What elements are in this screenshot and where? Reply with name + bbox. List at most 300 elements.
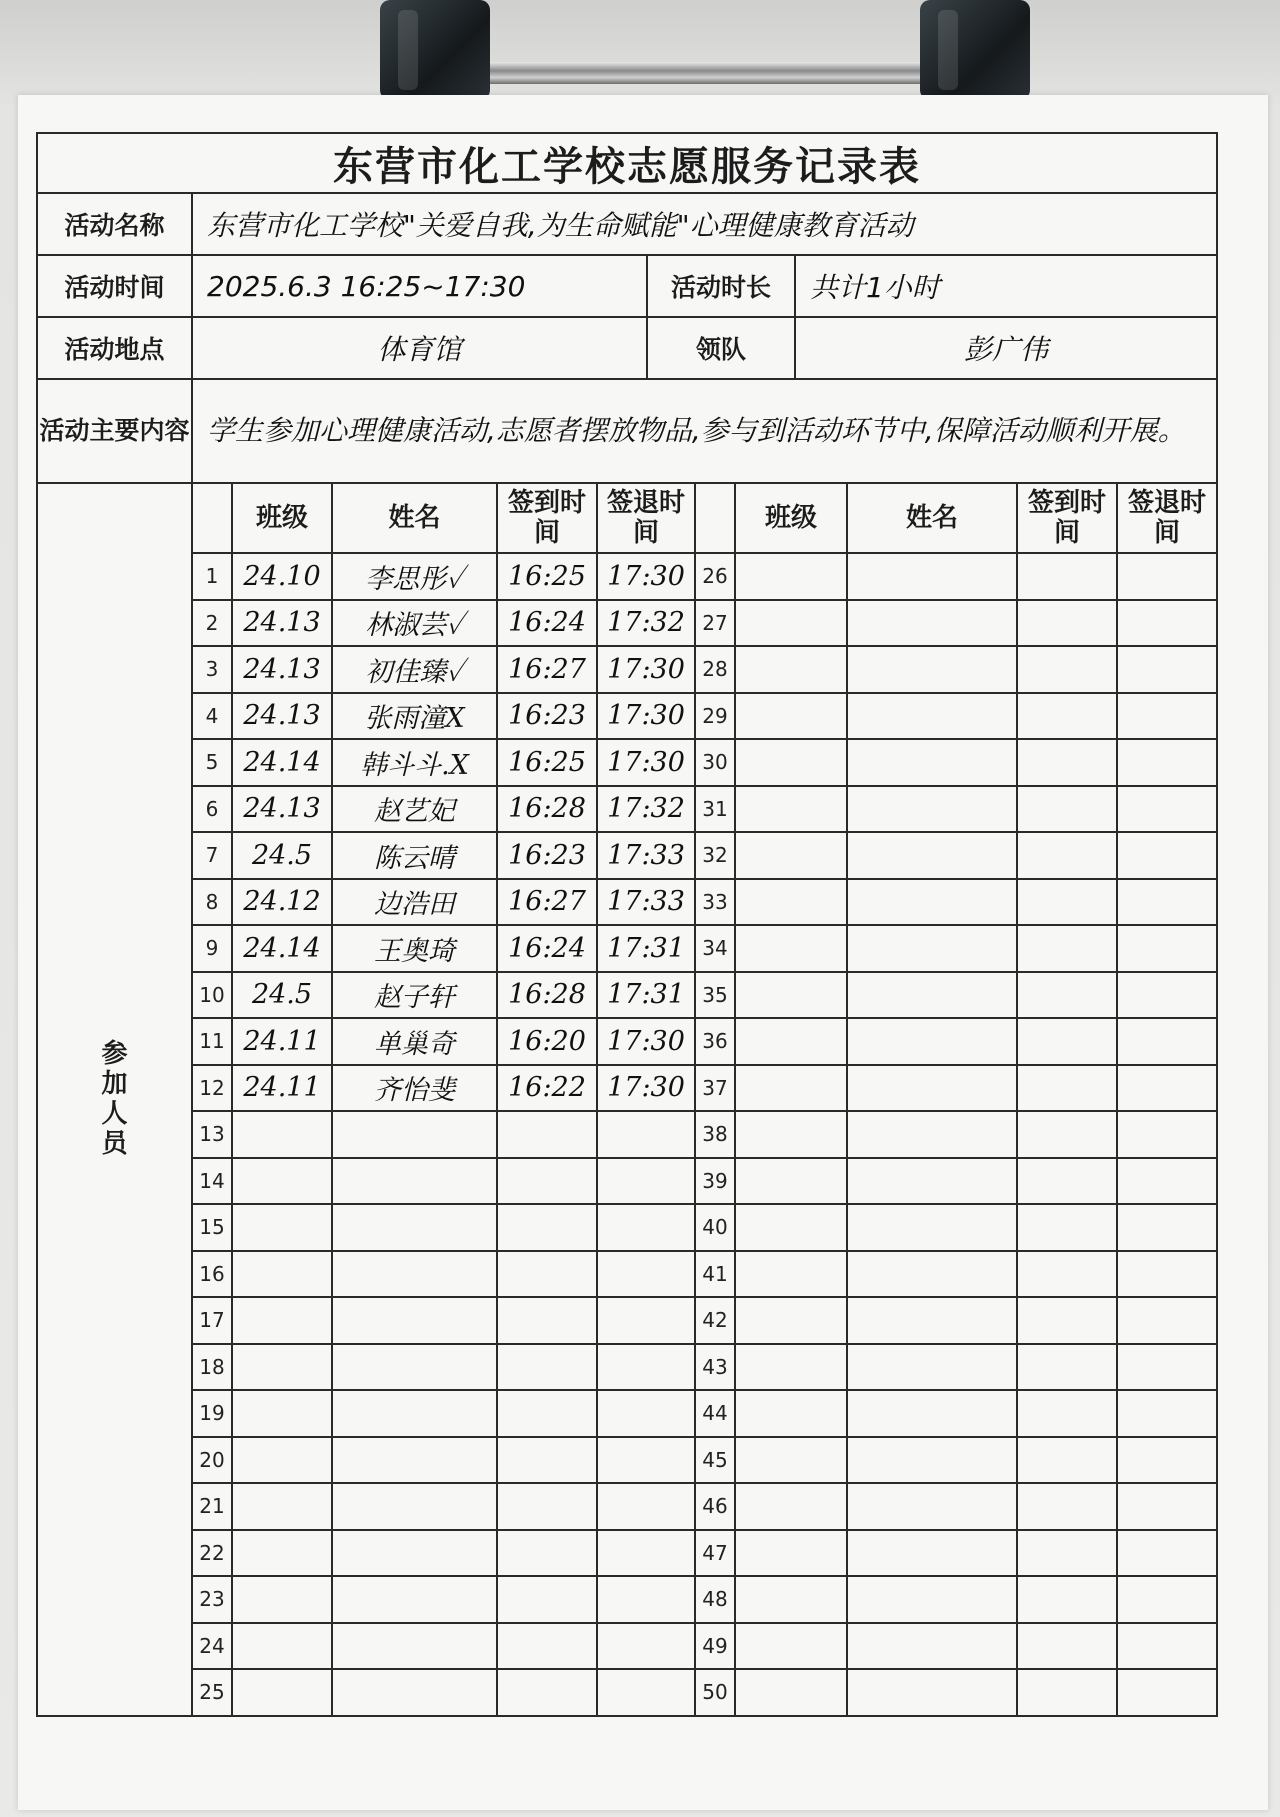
sign-out-cell: 17:30 [597, 646, 695, 693]
participants-header-row [37, 483, 1217, 553]
sign-in-cell [1017, 1530, 1117, 1577]
class-cell: 24.14 [232, 925, 332, 972]
sign-out-cell [1117, 1065, 1217, 1112]
header-sign-in-right: 签到时间 [1017, 483, 1117, 553]
sign-out-cell: 17:32 [597, 600, 695, 647]
name-cell [332, 1111, 497, 1158]
header-spacer-right [695, 483, 735, 553]
participants-label-char: 参 [101, 1039, 128, 1070]
sign-out-cell [597, 1483, 695, 1530]
label-activity-time: 活动时间 [37, 255, 192, 317]
sign-in-cell [1017, 1018, 1117, 1065]
table-row [37, 879, 1217, 926]
sign-in-cell [1017, 646, 1117, 693]
label-team-leader: 领队 [647, 317, 795, 379]
sign-out-cell [597, 1251, 695, 1298]
row-number: 18 [192, 1344, 232, 1391]
record-form [36, 132, 1216, 1772]
sign-in-cell: 16:20 [497, 1018, 597, 1065]
name-cell [332, 1623, 497, 1670]
row-number: 44 [695, 1390, 735, 1437]
sign-in-cell [497, 1158, 597, 1205]
name-cell [332, 1530, 497, 1577]
sign-in-cell [1017, 786, 1117, 833]
name-cell [332, 1204, 497, 1251]
class-cell [735, 1297, 847, 1344]
table-row [37, 1669, 1217, 1716]
row-number: 46 [695, 1483, 735, 1530]
name-cell [332, 1390, 497, 1437]
class-cell [735, 739, 847, 786]
sign-out-cell [1117, 646, 1217, 693]
table-row [37, 832, 1217, 879]
sign-in-cell [497, 1623, 597, 1670]
sign-in-cell: 16:23 [497, 832, 597, 879]
form-header-table [36, 132, 1218, 484]
clip-cap-left [380, 0, 490, 100]
row-number: 17 [192, 1297, 232, 1344]
table-row [37, 1483, 1217, 1530]
class-cell [735, 1437, 847, 1484]
sign-in-cell [1017, 600, 1117, 647]
name-cell: 林淑芸✓ [332, 600, 497, 647]
sign-out-cell [1117, 832, 1217, 879]
row-number: 6 [192, 786, 232, 833]
name-cell [847, 739, 1017, 786]
sign-in-cell [1017, 1158, 1117, 1205]
label-activity-name: 活动名称 [37, 193, 192, 255]
name-cell: 边浩田 [332, 879, 497, 926]
class-cell: 24.10 [232, 553, 332, 600]
sign-out-cell: 17:32 [597, 786, 695, 833]
class-cell [232, 1297, 332, 1344]
sign-out-cell [1117, 1576, 1217, 1623]
activity-time-value: 2025.6.3 16:25~17:30 [192, 255, 647, 317]
sign-in-cell: 16:23 [497, 693, 597, 740]
name-cell [332, 1251, 497, 1298]
name-cell [847, 1530, 1017, 1577]
sign-in-cell [1017, 1065, 1117, 1112]
sign-in-cell: 16:27 [497, 646, 597, 693]
sign-in-cell [1017, 1483, 1117, 1530]
row-number: 1 [192, 553, 232, 600]
sign-out-cell [597, 1669, 695, 1716]
table-row [37, 693, 1217, 740]
row-number: 32 [695, 832, 735, 879]
name-cell [332, 1297, 497, 1344]
name-cell [847, 1344, 1017, 1391]
class-cell [735, 1576, 847, 1623]
name-cell [847, 646, 1017, 693]
label-activity-content: 活动主要内容 [37, 379, 192, 483]
class-cell: 24.14 [232, 739, 332, 786]
name-cell: 韩斗斗.X [332, 739, 497, 786]
sign-in-cell [1017, 1344, 1117, 1391]
class-cell [232, 1437, 332, 1484]
row-number: 50 [695, 1669, 735, 1716]
row-number: 13 [192, 1111, 232, 1158]
name-cell [847, 925, 1017, 972]
table-row [37, 1111, 1217, 1158]
table-row [37, 1437, 1217, 1484]
row-number: 39 [695, 1158, 735, 1205]
table-row [37, 1390, 1217, 1437]
table-row [37, 1065, 1217, 1112]
row-number: 12 [192, 1065, 232, 1112]
sign-in-cell [497, 1297, 597, 1344]
row-number: 29 [695, 693, 735, 740]
class-cell [232, 1251, 332, 1298]
team-leader-value: 彭广伟 [795, 317, 1217, 379]
class-cell [735, 1530, 847, 1577]
name-cell [847, 1483, 1017, 1530]
row-number: 22 [192, 1530, 232, 1577]
name-cell [847, 1390, 1017, 1437]
name-cell [847, 786, 1017, 833]
table-row [37, 1530, 1217, 1577]
name-cell [332, 1483, 497, 1530]
sign-out-cell [1117, 1623, 1217, 1670]
row-number: 28 [695, 646, 735, 693]
sign-out-cell [1117, 739, 1217, 786]
table-row [37, 1297, 1217, 1344]
sign-out-cell: 17:30 [597, 1018, 695, 1065]
class-cell [735, 1390, 847, 1437]
class-cell [735, 925, 847, 972]
class-cell: 24.5 [232, 972, 332, 1019]
participants-label-char: 加 [101, 1069, 128, 1100]
class-cell [232, 1669, 332, 1716]
sign-out-cell [597, 1297, 695, 1344]
class-cell [735, 1483, 847, 1530]
name-cell [847, 1437, 1017, 1484]
row-number: 31 [695, 786, 735, 833]
sign-out-cell: 17:30 [597, 693, 695, 740]
name-cell [847, 693, 1017, 740]
class-cell [735, 1251, 847, 1298]
sign-in-cell: 16:28 [497, 972, 597, 1019]
name-cell [847, 1158, 1017, 1205]
name-cell [847, 1297, 1017, 1344]
name-cell [847, 832, 1017, 879]
sign-in-cell: 16:24 [497, 600, 597, 647]
row-number: 48 [695, 1576, 735, 1623]
participants-label-text [38, 1039, 191, 1159]
row-number: 37 [695, 1065, 735, 1112]
label-activity-place: 活动地点 [37, 317, 192, 379]
sign-out-cell: 17:30 [597, 553, 695, 600]
name-cell [332, 1158, 497, 1205]
class-cell [232, 1576, 332, 1623]
sign-in-cell [497, 1390, 597, 1437]
table-row [37, 646, 1217, 693]
class-cell [735, 646, 847, 693]
row-number: 3 [192, 646, 232, 693]
row-number: 19 [192, 1390, 232, 1437]
row-number: 15 [192, 1204, 232, 1251]
sign-in-cell [1017, 1576, 1117, 1623]
sign-out-cell [1117, 879, 1217, 926]
class-cell: 24.13 [232, 786, 332, 833]
header-spacer-left [192, 483, 232, 553]
class-cell [735, 1623, 847, 1670]
label-activity-duration: 活动时长 [647, 255, 795, 317]
name-cell [332, 1669, 497, 1716]
row-number: 35 [695, 972, 735, 1019]
class-cell [735, 600, 847, 647]
sign-out-cell [597, 1344, 695, 1391]
table-row [37, 1158, 1217, 1205]
sign-in-cell [497, 1204, 597, 1251]
name-cell [847, 879, 1017, 926]
sign-out-cell [1117, 1669, 1217, 1716]
name-cell [332, 1576, 497, 1623]
sign-out-cell [1117, 1204, 1217, 1251]
sign-in-cell: 16:27 [497, 879, 597, 926]
name-cell [847, 1065, 1017, 1112]
row-number: 21 [192, 1483, 232, 1530]
sign-in-cell [1017, 925, 1117, 972]
class-cell [735, 1018, 847, 1065]
class-cell [735, 1669, 847, 1716]
sign-out-cell [1117, 1344, 1217, 1391]
row-number: 5 [192, 739, 232, 786]
name-cell [847, 553, 1017, 600]
name-cell [847, 972, 1017, 1019]
sign-in-cell [497, 1530, 597, 1577]
class-cell: 24.13 [232, 646, 332, 693]
table-row [37, 1344, 1217, 1391]
class-cell: 24.13 [232, 600, 332, 647]
row-number: 20 [192, 1437, 232, 1484]
sign-out-cell [597, 1437, 695, 1484]
sign-out-cell [1117, 600, 1217, 647]
class-cell [232, 1390, 332, 1437]
clip-cap-right [920, 0, 1030, 100]
row-number: 24 [192, 1623, 232, 1670]
row-number: 49 [695, 1623, 735, 1670]
class-cell [232, 1158, 332, 1205]
table-row [37, 600, 1217, 647]
sign-out-cell [1117, 693, 1217, 740]
class-cell [735, 972, 847, 1019]
sign-in-cell [1017, 1251, 1117, 1298]
name-cell: 赵子轩 [332, 972, 497, 1019]
row-number: 9 [192, 925, 232, 972]
sign-out-cell [1117, 1390, 1217, 1437]
sign-out-cell [597, 1576, 695, 1623]
table-row [37, 925, 1217, 972]
row-number: 4 [192, 693, 232, 740]
row-number: 43 [695, 1344, 735, 1391]
class-cell [232, 1483, 332, 1530]
row-number: 30 [695, 739, 735, 786]
header-name-left: 姓名 [332, 483, 497, 553]
class-cell [232, 1204, 332, 1251]
header-class-left: 班级 [232, 483, 332, 553]
sign-out-cell: 17:30 [597, 1065, 695, 1112]
name-cell [847, 1111, 1017, 1158]
header-sign-out-right: 签退时间 [1117, 483, 1217, 553]
header-class-right: 班级 [735, 483, 847, 553]
sign-out-cell [597, 1204, 695, 1251]
class-cell [232, 1344, 332, 1391]
class-cell [735, 879, 847, 926]
sign-in-cell: 16:25 [497, 553, 597, 600]
sign-out-cell [1117, 1297, 1217, 1344]
sign-in-cell [1017, 1111, 1117, 1158]
sign-in-cell: 16:28 [497, 786, 597, 833]
row-number: 45 [695, 1437, 735, 1484]
sign-out-cell [1117, 925, 1217, 972]
row-number: 41 [695, 1251, 735, 1298]
name-cell [847, 1204, 1017, 1251]
table-row [37, 1623, 1217, 1670]
table-row [37, 1018, 1217, 1065]
sign-out-cell [1117, 1437, 1217, 1484]
row-number: 36 [695, 1018, 735, 1065]
sign-out-cell [597, 1111, 695, 1158]
sign-in-cell [497, 1669, 597, 1716]
sign-out-cell [1117, 553, 1217, 600]
row-number: 40 [695, 1204, 735, 1251]
name-cell [847, 1669, 1017, 1716]
participants-table [36, 482, 1218, 1717]
table-row [37, 1576, 1217, 1623]
sign-out-cell [1117, 786, 1217, 833]
table-row [37, 786, 1217, 833]
name-cell [847, 600, 1017, 647]
sign-out-cell [1117, 1251, 1217, 1298]
sign-in-cell [1017, 553, 1117, 600]
class-cell [735, 1204, 847, 1251]
class-cell [735, 1111, 847, 1158]
class-cell [735, 786, 847, 833]
sign-in-cell [1017, 1623, 1117, 1670]
name-cell [332, 1344, 497, 1391]
class-cell [735, 553, 847, 600]
sign-in-cell [497, 1576, 597, 1623]
class-cell: 24.11 [232, 1018, 332, 1065]
row-number: 2 [192, 600, 232, 647]
row-number: 16 [192, 1251, 232, 1298]
name-cell: 单巢奇 [332, 1018, 497, 1065]
name-cell: 李思彤✓ [332, 553, 497, 600]
activity-name-value: 东营市化工学校"关爱自我,为生命赋能"心理健康教育活动 [192, 193, 1217, 255]
name-cell: 初佳臻✓ [332, 646, 497, 693]
sign-in-cell [497, 1344, 597, 1391]
sign-in-cell [1017, 1437, 1117, 1484]
name-cell: 王奥琦 [332, 925, 497, 972]
sign-out-cell [597, 1158, 695, 1205]
table-row [37, 739, 1217, 786]
sign-in-cell [497, 1437, 597, 1484]
sign-in-cell [1017, 1297, 1117, 1344]
class-cell [232, 1530, 332, 1577]
row-number: 42 [695, 1297, 735, 1344]
class-cell: 24.5 [232, 832, 332, 879]
sign-in-cell: 16:25 [497, 739, 597, 786]
form-title: 东营市化工学校志愿服务记录表 [37, 133, 1217, 193]
sign-in-cell [497, 1111, 597, 1158]
table-row [37, 1204, 1217, 1251]
activity-place-value: 体育馆 [192, 317, 647, 379]
row-number: 10 [192, 972, 232, 1019]
name-cell: 张雨潼X [332, 693, 497, 740]
sign-in-cell: 16:24 [497, 925, 597, 972]
sign-out-cell: 17:31 [597, 925, 695, 972]
sign-in-cell: 16:22 [497, 1065, 597, 1112]
name-cell [847, 1251, 1017, 1298]
class-cell: 24.12 [232, 879, 332, 926]
row-number: 23 [192, 1576, 232, 1623]
sign-out-cell [1117, 972, 1217, 1019]
name-cell [847, 1623, 1017, 1670]
class-cell [232, 1623, 332, 1670]
sign-out-cell: 17:30 [597, 739, 695, 786]
row-number: 38 [695, 1111, 735, 1158]
sign-in-cell [1017, 693, 1117, 740]
sign-out-cell: 17:33 [597, 879, 695, 926]
header-name-right: 姓名 [847, 483, 1017, 553]
sign-in-cell [1017, 972, 1117, 1019]
sign-out-cell [1117, 1018, 1217, 1065]
sign-out-cell [1117, 1483, 1217, 1530]
sign-in-cell [1017, 739, 1117, 786]
table-row [37, 1251, 1217, 1298]
class-cell [232, 1111, 332, 1158]
name-cell: 赵艺妃 [332, 786, 497, 833]
participants-label-char: 员 [101, 1129, 128, 1160]
name-cell [847, 1576, 1017, 1623]
header-sign-in-left: 签到时间 [497, 483, 597, 553]
class-cell [735, 1344, 847, 1391]
class-cell [735, 1158, 847, 1205]
class-cell [735, 1065, 847, 1112]
name-cell [332, 1437, 497, 1484]
sign-out-cell [597, 1530, 695, 1577]
sign-in-cell [1017, 879, 1117, 926]
sign-in-cell [1017, 1669, 1117, 1716]
row-number: 14 [192, 1158, 232, 1205]
sign-in-cell [1017, 832, 1117, 879]
row-number: 8 [192, 879, 232, 926]
table-row [37, 553, 1217, 600]
sign-in-cell [497, 1483, 597, 1530]
class-cell: 24.13 [232, 693, 332, 740]
sign-out-cell [597, 1390, 695, 1437]
clipboard-clip [380, 0, 1030, 110]
class-cell [735, 832, 847, 879]
sign-out-cell: 17:31 [597, 972, 695, 1019]
row-number: 7 [192, 832, 232, 879]
row-number: 47 [695, 1530, 735, 1577]
sign-out-cell [1117, 1530, 1217, 1577]
sign-out-cell: 17:33 [597, 832, 695, 879]
row-number: 34 [695, 925, 735, 972]
participants-label [37, 483, 192, 1716]
sign-in-cell [1017, 1204, 1117, 1251]
row-number: 27 [695, 600, 735, 647]
row-number: 25 [192, 1669, 232, 1716]
clip-bar [440, 62, 970, 84]
class-cell [735, 693, 847, 740]
sign-out-cell [1117, 1158, 1217, 1205]
sign-out-cell [597, 1623, 695, 1670]
sign-in-cell [497, 1251, 597, 1298]
row-number: 11 [192, 1018, 232, 1065]
row-number: 26 [695, 553, 735, 600]
